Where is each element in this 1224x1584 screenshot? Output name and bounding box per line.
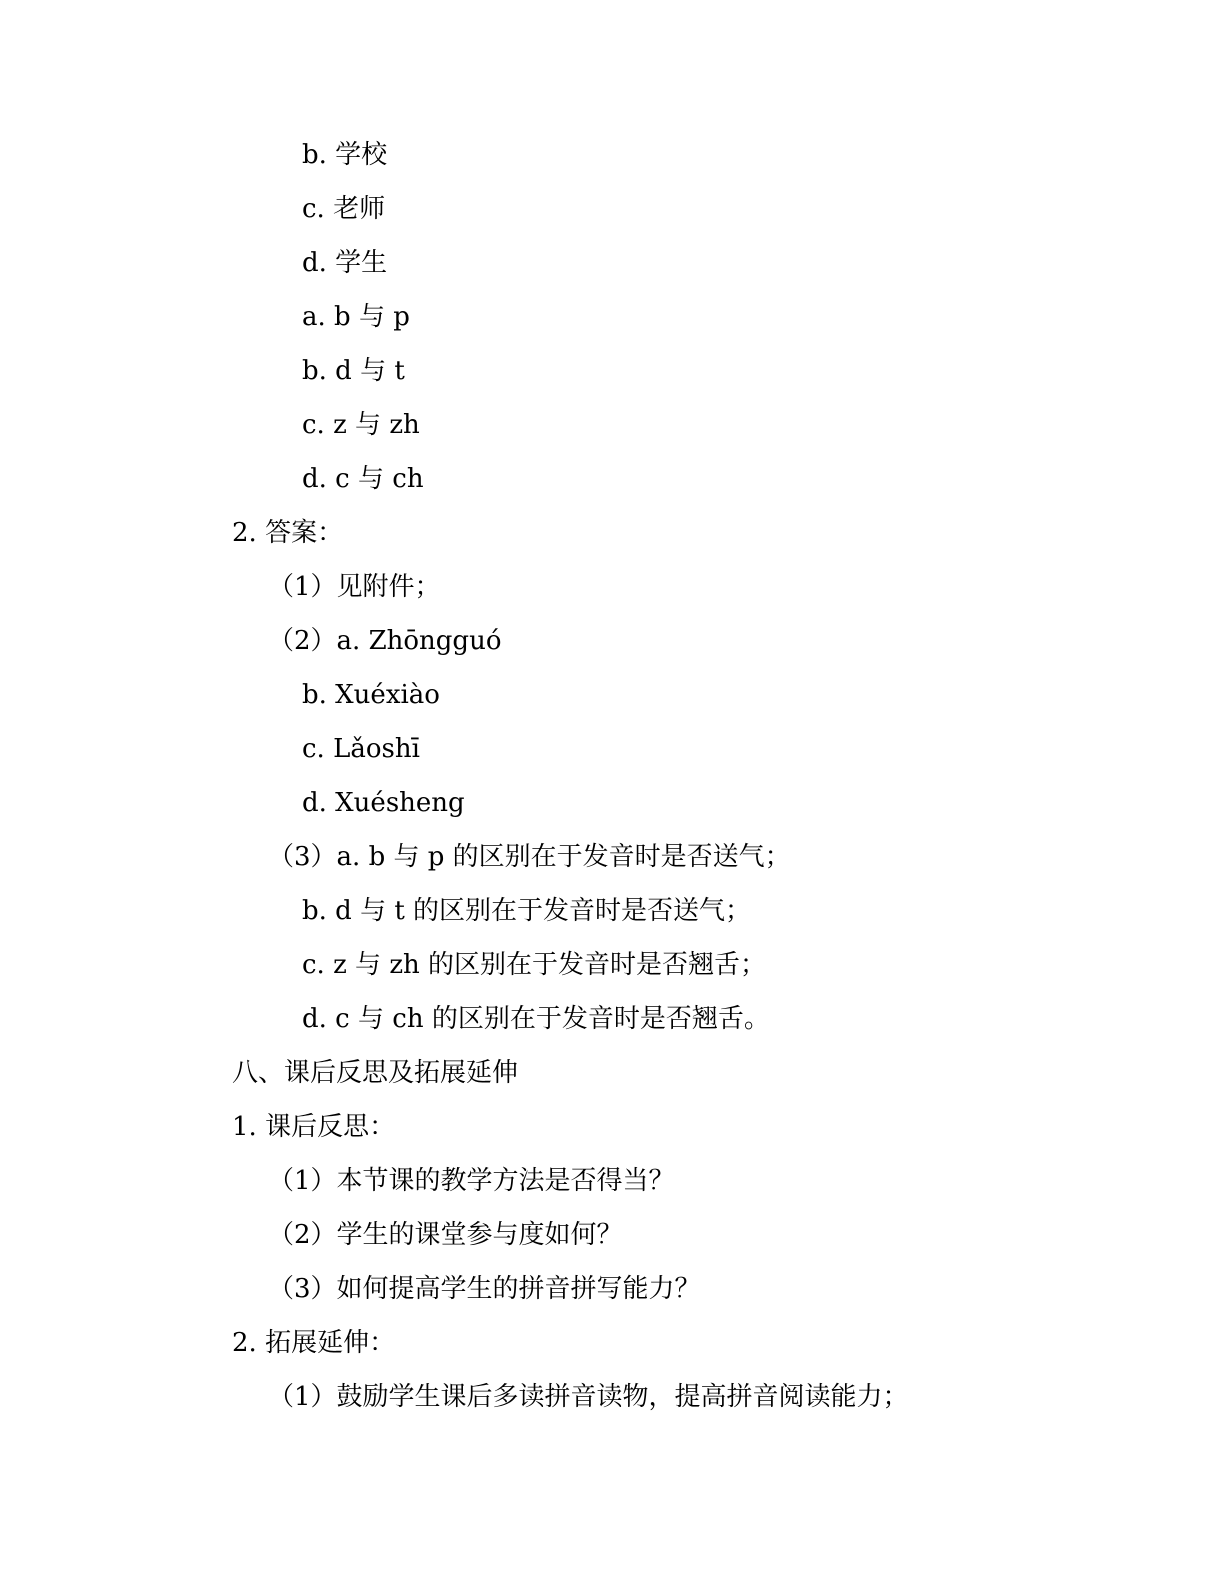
option-line: a. b 与 p (302, 302, 410, 332)
answer-line: d. c 与 ch 的区别在于发音时是否翘舌。 (302, 1004, 770, 1034)
extension-item: （1）鼓励学生课后多读拼音读物，提高拼音阅读能力； (268, 1382, 909, 1412)
option-line: c. 老师 (302, 194, 386, 224)
option-line: d. 学生 (302, 248, 388, 278)
answer-line: （1）见附件； (268, 572, 441, 602)
reflection-item: （2）学生的课堂参与度如何？ (268, 1220, 623, 1250)
section-heading-reflection: 1. 课后反思： (232, 1112, 396, 1142)
answer-line: （2）a. Zhōngguó (268, 626, 502, 656)
answer-line: b. Xuéxiào (302, 680, 440, 710)
reflection-item: （1）本节课的教学方法是否得当？ (268, 1166, 675, 1196)
option-line: b. 学校 (302, 140, 388, 170)
section-heading-extension: 2. 拓展延伸： (232, 1328, 396, 1358)
section-heading-answers: 2. 答案： (232, 518, 344, 548)
option-line: b. d 与 t (302, 356, 405, 386)
answer-line: d. Xuésheng (302, 788, 465, 818)
option-line: d. c 与 ch (302, 464, 424, 494)
answer-line: （3）a. b 与 p 的区别在于发音时是否送气； (268, 842, 791, 872)
answer-line: c. z 与 zh 的区别在于发音时是否翘舌； (302, 950, 767, 980)
reflection-item: （3）如何提高学生的拼音拼写能力？ (268, 1274, 701, 1304)
answer-line: b. d 与 t 的区别在于发音时是否送气； (302, 896, 752, 926)
chapter-heading: 八、课后反思及拓展延伸 (232, 1058, 519, 1088)
option-line: c. z 与 zh (302, 410, 420, 440)
answer-line: c. Lǎoshī (302, 734, 420, 764)
